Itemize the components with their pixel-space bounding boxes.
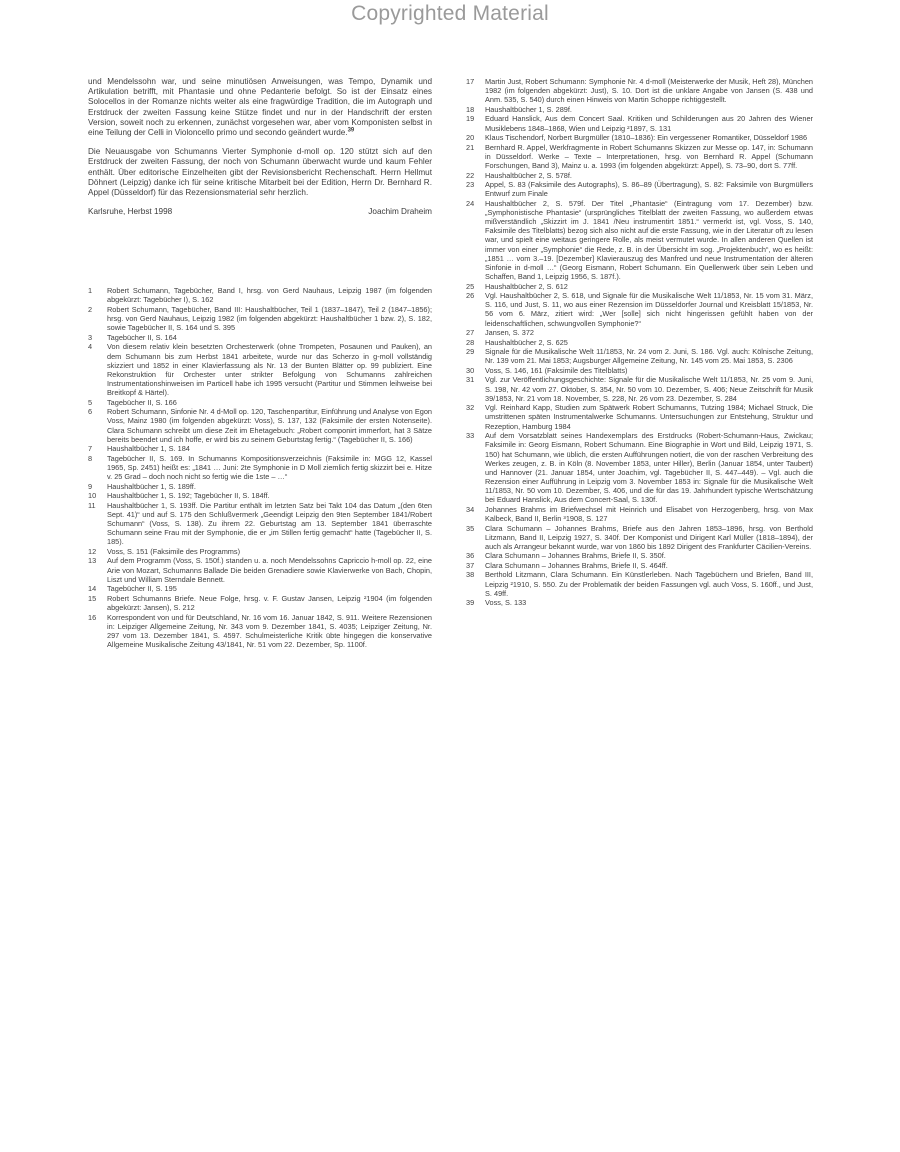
footnote-text: Clara Schumann – Johannes Brahms, Briefe aus den Jahren 1853–1896, hrsg. von Berthold Litzmann, Band II, Leipzig 1927, S. 340f. Der Komponist und Dirigent Karl Müller (1818–1894), der auch als Arrangeur bekannt wurde, war von 1860 bis 1892 Dirigent des Frankfurter Cäcilien-Vereins. <box>485 523 813 551</box>
footnote <box>466 171 813 180</box>
footnote-number: 12 <box>88 546 97 556</box>
footnote-text: Martin Just, Robert Schumann: Symphonie Nr. 4 d-moll (Meisterwerke der Musik, Heft 28), München 1982 (im folgenden abgekürzt: Just), S. 10. Dort ist die unklare Angabe von Jansen (S. 438 und Anm. 535, S. 540) durch einen Hinweis von Martin Schoppe richtiggestellt. <box>485 77 813 105</box>
footnote-text: Haushaltbücher 2, S. 579f. Der Titel „Phantasie“ (Eintragung vom 17. Dezember) bzw. „Symphonistische Phantasie“ (ursprüngliches Titelblatt der zweiten Fassung, wo außerdem etwas mißverständlich „Skizzirt im J. 1841 /Neu instrumentirt 1851.“ vermerkt ist, vgl. Voss, S. 140, Faksimile des Titelblatts) bezog sich also nicht auf die erste Fassung, wie in der Literatur oft zu lesen war, und spielt eine weitaus geringere Rolle, als meist vermutet wurde. In allen anderen Quellen ist immer von einer „Symphonie“ die Rede, z. B. in der Übersicht im sog. „Projektenbuch“, wo es heißt: „1851 … vom 3.–19. [Dezember] Klavierauszug des Manfred und neue Instrumentation der älteren Sinfonie in d-moll …“ (Georg Eismann, Robert Schumann. Ein Quellenwerk über sein Leben und Schaffen, Band 1, Leipzig 1956, S. 187f.). <box>485 198 813 282</box>
footnote-number: 5 <box>88 397 93 407</box>
footnote <box>466 328 813 337</box>
footnote <box>88 584 432 593</box>
footnote-text: Voss, S. 146, 161 (Faksimile des Titelblatts) <box>485 365 628 375</box>
footnote-text: Korrespondent von und für Deutschland, Nr. 16 vom 16. Januar 1842, S. 911. Weitere Rezensionen in: Leipziger Allgemeine Zeitung, Nr. 343 vom 9. Dezember 1841, S. 4035; Leipziger Zeitung, Nr. 297 vom 13. Dezember 1841, S. 4597. Schulmeisterliche Kritik übte hingegen die konservative Allgemeine Musikalische Zeitung 43/1841, Nr. 51 vom 22. Dezember, Sp. 1100f. <box>107 612 432 650</box>
footnote-text: Tagebücher II, S. 169. In Schumanns Kompositionsverzeichnis (Faksimile in: MGG 12, Kassel 1965, Sp. 2451) heißt es: „1841 … Juni: 2te Symphonie in D Moll ziemlich fertig skizzirt bei e. Hitze v. 25 Grad – doch noch nicht so fertig wie die 1ste – …“ <box>107 453 432 482</box>
footnote-number: 16 <box>88 612 97 622</box>
footnote-text: Haushaltbücher 2, S. 625 <box>485 337 568 347</box>
footnote-text: Clara Schumann – Johannes Brahms, Briefe II, S. 350f. <box>485 551 666 561</box>
footnote <box>466 105 813 114</box>
footnote-number: 23 <box>466 180 475 190</box>
footnote-text: Vgl. Reinhard Kapp, Studien zum Spätwerk Robert Schumanns, Tutzing 1984; Michael Struck, Die umstrittenen späten Instrumentalwerke Schumanns. Untersuchungen zur Entstehung, Struktur und Rezeption, Hamburg 1984 <box>485 403 813 431</box>
footnote <box>466 598 813 607</box>
right-column <box>466 77 813 608</box>
footnote-text: Von diesem relativ klein besetzten Orchesterwerk (ohne Trompeten, Posaunen und Pauken), an dem Schumann bis zum Herbst 1841 arbeitete, wurde nur das Scherzo in g-moll vollständig skizziert und 1852 in einer Klavierfassung als Nr. 13 der Bunten Blätter op. 99 publiziert. Eine Rekonstruktion für Orchester unter strikter Befolgung von Schumanns zahlreichen Instrumentationshinweisen im Particell habe ich 1995 versucht (Partitur und Stimmen leihweise bei Breitkopf & Härtel). <box>107 342 432 398</box>
author-name: Joachim Draheim <box>368 207 432 217</box>
copyright-watermark: Copyrighted Material <box>351 2 549 25</box>
footnotes-right <box>466 77 813 608</box>
footnote <box>466 114 813 132</box>
footnote <box>466 366 813 375</box>
footnote-text: Haushaltbücher 2, S. 612 <box>485 281 568 291</box>
footnote-number: 29 <box>466 347 475 357</box>
footnote-text: Vgl. Haushaltbücher 2, S. 618, und Signale für die Musikalische Welt 11/1853, Nr. 15 vom 31. März, S. 116, und Just, S. 11, wo aus einer Rezension im Düsseldorfer Journal und Kreisblatt 15/1853, Nr. 56 vom 6. März, zitiert wird: „Wer [solle] sich nicht hingerissen gefühlt haben von der leidenschaftlichen, schwungvollen Symphonie?“ <box>485 291 813 328</box>
footnote <box>88 501 432 547</box>
footnote-number: 30 <box>466 365 475 375</box>
footnote-text: Haushaltbücher 1, S. 192; Tagebücher II, S. 184ff. <box>107 491 270 501</box>
footnote <box>466 291 813 328</box>
footnote-number: 18 <box>466 104 475 114</box>
footnote-number: 28 <box>466 337 475 347</box>
footnote <box>88 333 432 342</box>
footnote <box>466 375 813 402</box>
footnote <box>88 398 432 407</box>
footnote-text: Auf dem Programm (Voss, S. 150f.) standen u. a. noch Mendelssohns Capriccio h-moll op. 22, eine Arie von Mozart, Schumanns Ballade Die beiden Grenadiere sowie Klavierwerke von Bach, Chopin, Liszt und William Sterndale Bennett. <box>107 556 432 584</box>
footnote <box>466 143 813 170</box>
footnote-text: Haushaltbücher 1, S. 189ff. <box>107 481 196 491</box>
body-paragraph-2: Die Neuausgabe von Schumanns Vierter Symphonie d-moll op. 120 stützt sich auf den Erstdruck der zweiten Fassung, der noch von Schumann überwacht wurde und kaum Fehler enthält. Über editorische Einzelheiten gibt der Revisionsbericht Rechenschaft. Herrn Hellmut Döhnert (Leipzig) danke ich für seine kritische Mitarbeit bei der Edition, Herrn Dr. Bernhard R. Appel (Düsseldorf) für das Rezensionsmaterial sehr herzlich. <box>88 147 432 198</box>
footnote-number: 39 <box>466 598 475 608</box>
footnote <box>466 199 813 281</box>
signature-line <box>88 207 432 217</box>
footnote <box>466 282 813 291</box>
footnote <box>466 561 813 570</box>
footnote-text: Johannes Brahms im Briefwechsel mit Heinrich und Elisabet von Herzogenberg, hrsg. von Max Kalbeck, Band II, Berlin ³1908, S. 127 <box>485 504 813 523</box>
footnote <box>466 524 813 551</box>
footnote-text: Haushaltbücher 2, S. 578f. <box>485 170 572 180</box>
left-column <box>88 77 432 650</box>
footnote-text: Clara Schumann – Johannes Brahms, Briefe II, S. 464ff. <box>485 560 668 570</box>
footnote-text: Bernhard R. Appel, Werkfragmente in Robert Schumanns Skizzen zur Messe op. 147, in: Schumann in Düsseldorf. Werke – Texte – Interpretationen, hrsg. von Bernhard R. Appel (Schumann Forschungen, Band 3), Mainz u. a. 1993 (im folgenden abgekürzt: Appel), S. 73–90, dort S. 77ff. <box>485 142 813 170</box>
footnote-number: 35 <box>466 523 475 533</box>
footnote <box>466 570 813 597</box>
footnote-text: Tagebücher II, S. 166 <box>107 397 177 407</box>
body-paragraph-1 <box>88 77 432 138</box>
footnote-number: 13 <box>88 556 97 566</box>
footnote <box>88 482 432 491</box>
footnote-text: Signale für die Musikalische Welt 11/1853, Nr. 24 vom 2. Juni, S. 186. Vgl. auch: Kölnische Zeitung, Nr. 139 vom 21. Mai 1853; Augsburger Allgemeine Zeitung, Nr. 145 vom 25. Mai 1853, S. 2306 <box>485 347 813 366</box>
footnote-number: 11 <box>88 500 96 510</box>
footnote <box>466 431 813 504</box>
footnote <box>466 133 813 142</box>
footnote-text: Robert Schumann, Sinfonie Nr. 4 d-Moll op. 120, Taschenpartitur, Einführung und Analyse von Egon Voss, Mainz 1980 (im folgenden abgekürzt: Voss), S. 137, 132 (Faksimile der ersten Notenseite). Clara Schumann schreibt um diese Zeit im Ehetagebuch: „Robert componirt immerfort, hat 3 Sätze bereits beendet und ich hoffe, er wird bis zu seinem Geburtstag fertig.“ (Tagebücher II, S. 166) <box>107 407 432 444</box>
footnote-number: 14 <box>88 584 97 594</box>
footnote-text: Robert Schumanns Briefe. Neue Folge, hrsg. v. F. Gustav Jansen, Leipzig ²1904 (im folgenden abgekürzt: Jansen), S. 212 <box>107 593 432 613</box>
footnote-number: 34 <box>466 504 475 514</box>
footnote-number: 27 <box>466 328 475 338</box>
footnote-text: Haushaltbücher 1, S. 289f. <box>485 104 572 114</box>
footnote <box>466 338 813 347</box>
footnote-text: Appel, S. 83 (Faksimile des Autographs), S. 86–89 (Übertragung), S. 82: Faksimile von Burgmüllers Entwurf zum Finale <box>485 180 813 199</box>
footnote <box>88 444 432 453</box>
footnote <box>466 505 813 523</box>
footnote-text: Tagebücher II, S. 164 <box>107 332 177 342</box>
footnote-text: Haushaltbücher 1, S. 193ff. Die Partitur enthält im letzten Satz bei Takt 104 das Datum „(den 6ten Sept. 41)“ und auf S. 175 den Schlußvermerk „Geendigt Leipzig den 9ten September 1841/Robert Schumann“ (Voss, S. 138). Zu ihrem 22. Geburtstag am 13. September 1841 überraschte Schumann seine Frau mit der Symphonie, die er „im Stillen fertig gemacht“ hatte (Tagebücher II, S. 185). <box>107 500 432 547</box>
footnote-number: 4 <box>88 342 93 352</box>
footnote <box>466 77 813 104</box>
footnote-number: 37 <box>466 560 475 570</box>
footnote <box>88 556 432 583</box>
footnotes-left <box>88 286 432 649</box>
footnote <box>466 180 813 198</box>
footnote-number: 25 <box>466 281 475 291</box>
footnote-ref: 39 <box>347 127 355 134</box>
footnote <box>88 613 432 650</box>
body-paragraph-1-text: und Mendelssohn war, und seine minutiösen Anweisungen, was Tempo, Dynamik und Artikulation betrifft, mit Phantasie und ohne Pedanterie befolgt. So ist der Einsatz eines Solocellos in der Romanze nichts weiter als eine fragwürdige Tradition, die im Autograph und Erstdruck der zweiten Fassung keine Stütze findet und nur in der Handschrift der ersten Version, soweit noch zu erkennen, zunächst vorgesehen war, aber vom Komponisten selbst in eine Teilung der Celli in Violoncello primo und secondo geändert wurde. <box>88 77 432 138</box>
footnote-number: 33 <box>466 431 475 441</box>
footnote-number: 8 <box>88 453 93 463</box>
footnote <box>466 551 813 560</box>
footnote-number: 7 <box>88 444 93 454</box>
footnote-number: 20 <box>466 133 475 143</box>
footnote-text: Klaus Tischendorf, Norbert Burgmüller (1810–1836): Ein vergessener Romantiker, Düsseldorf 1986 <box>485 133 808 143</box>
footnote <box>88 305 432 332</box>
footnote-number: 24 <box>466 198 475 208</box>
footnote-text: Auf dem Vorsatzblatt seines Handexemplars des Erstdrucks (Robert-Schumann-Haus, Zwickau; Faksimile in: Georg Eismann, Robert Schumann. Eine Biographie in Wort und Bild, Leipzig 1971, S. 150) hat Schumann, wie üblich, die ersten Aufführungen notiert, die von der raschen Verbreitung des Werkes zeugen, z. B. in Köln (8. November 1853, unter Hiller), Berlin (Januar 1854, unter Taubert) und Hannover (21. Januar 1854, unter Joachim, vgl. Tagebücher II, S. 447–449). – Vgl. auch die Rezension einer Aufführung in Leipzig vom 3. November 1853 in: Signale für die Musikalische Welt 11/1853, Nr. 50 vom 10. Dezember, S. 406, und die für das 19. Jahrhundert typische Wertschätzung bei Eduard Hanslick, Aus dem Concert-Saal, S. 130f. <box>485 431 813 505</box>
footnote-text: Robert Schumann, Tagebücher, Band III: Haushaltbücher, Teil 1 (1837–1847), Teil 2 (1847–1856); hrsg. von Gerd Nauhaus, Leipzig 1982 (im folgenden abgekürzt: Haushaltbücher 1 bzw. 2), S. 182, sowie Tagebücher II, S. 164 und S. 395 <box>107 304 432 333</box>
footnote-number: 31 <box>466 375 475 385</box>
footnote-text: Berthold Litzmann, Clara Schumann. Ein Künstlerleben. Nach Tagebüchern und Briefen, Band III, Leipzig ²1910, S. 550. Zu der Problematik der beiden Fassungen vgl. auch Voss, S. 160ff., und Just, S. 49ff. <box>485 570 813 598</box>
footnote-number: 32 <box>466 403 475 413</box>
footnote <box>88 407 432 444</box>
footnote-number: 10 <box>88 491 97 501</box>
footnote-text: Eduard Hanslick, Aus dem Concert Saal. Kritiken und Schilderungen aus 20 Jahren des Wiener Musiklebens 1848–1868, Wien und Leipzig ²1897, S. 131 <box>485 114 813 133</box>
footnote-number: 15 <box>88 593 97 603</box>
footnote <box>88 547 432 556</box>
footnote-text: Voss, S. 151 (Faksimile des Programms) <box>107 546 241 556</box>
footnote-text: Tagebücher II, S. 195 <box>107 584 177 594</box>
footnote-number: 36 <box>466 551 475 561</box>
footnote-number: 1 <box>88 286 93 296</box>
footnote-number: 38 <box>466 570 475 580</box>
footnote-text: Jansen, S. 372 <box>485 328 534 338</box>
footnote <box>88 286 432 304</box>
footnote <box>466 347 813 365</box>
footnote-number: 19 <box>466 114 475 124</box>
footnote <box>88 491 432 500</box>
footnote-number: 26 <box>466 291 475 301</box>
footnote-number: 3 <box>88 332 93 342</box>
footnote-text: Voss, S. 133 <box>485 598 527 608</box>
footnote-number: 2 <box>88 304 93 314</box>
footnote <box>88 454 432 481</box>
footnote-number: 17 <box>466 77 475 86</box>
footnote-number: 9 <box>88 481 93 491</box>
footnote-text: Haushaltbücher 1, S. 184 <box>107 444 190 454</box>
place-date: Karlsruhe, Herbst 1998 <box>88 207 173 217</box>
footnote <box>88 594 432 612</box>
footnote-number: 6 <box>88 407 93 417</box>
footnote <box>88 342 432 397</box>
footnote-text: Robert Schumann, Tagebücher, Band I, hrsg. von Gerd Nauhaus, Leipzig 1987 (im folgenden abgekürzt: Tagebücher I), S. 162 <box>107 286 432 305</box>
footnote-text: Vgl. zur Veröffentlichungsgeschichte: Signale für die Musikalische Welt 11/1853, Nr. 25 vom 9. Juni, S. 198, Nr. 42 vom 27. Oktober, S. 354, Nr. 50 vom 10. Dezember, S. 406; Neue Zeitschrift für Musik 39/1853, Nr. 21 vom 18. November, S. 228, Nr. 26 vom 23. Dezember, S. 284 <box>485 375 813 403</box>
footnote-number: 21 <box>466 142 475 152</box>
footnote-number: 22 <box>466 170 475 180</box>
footnote <box>466 403 813 430</box>
